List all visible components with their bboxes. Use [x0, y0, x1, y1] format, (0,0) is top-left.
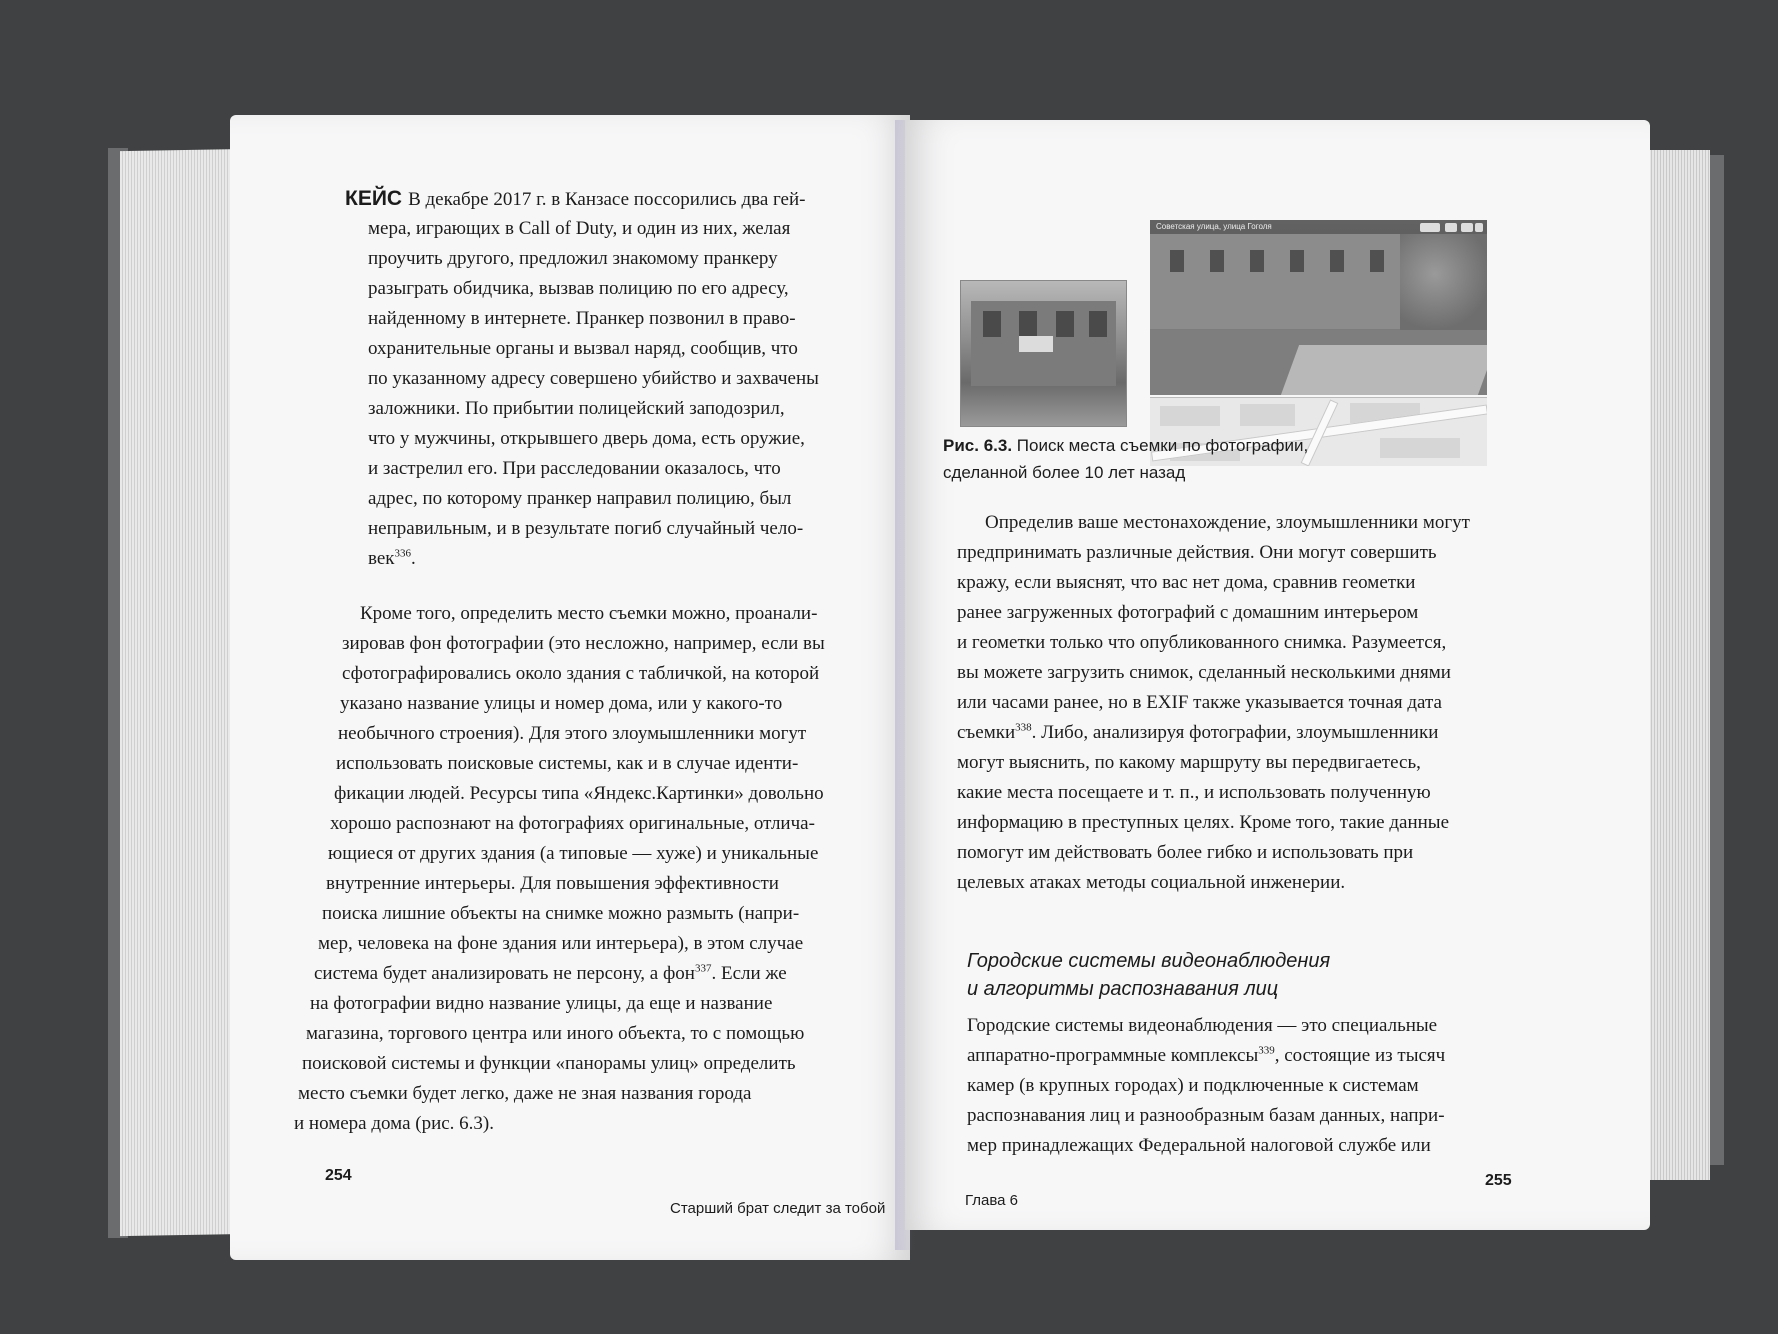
- caption-label: Рис. 6.3.: [943, 436, 1013, 455]
- figure-caption-line-2: сделанной более 10 лет назад: [943, 463, 1186, 482]
- body-line: использовать поисковые системы, как и в случае иденти-: [336, 753, 799, 774]
- facade: [1150, 234, 1400, 329]
- body-text: . Либо, анализируя фотографии, злоумышленники: [1031, 722, 1439, 743]
- running-title: Глава 6: [965, 1192, 1019, 1209]
- figure-photo-old: [960, 280, 1127, 427]
- left-page: [230, 115, 910, 1260]
- section-heading-line-1: Городские системы видеонаблюдения: [967, 950, 1331, 972]
- case-line: неправильным, и в результате погиб случайный чело-: [368, 518, 804, 539]
- page-number: 254: [325, 1167, 352, 1184]
- body-line: предпринимать различные действия. Они могут совершить: [957, 542, 1437, 563]
- body-line: целевых атаках методы социальной инженерии.: [957, 872, 1346, 893]
- body-line: внутренние интерьеры. Для повышения эффективности: [326, 873, 779, 894]
- body-line: камер (в крупных городах) и подключенные к системам: [967, 1075, 1419, 1096]
- body-line: поиска лишние объекты на снимке можно размыть (напри-: [322, 903, 800, 924]
- window: [1019, 311, 1037, 337]
- case-line: разыграть обидчика, вызвав полицию по его адресу,: [368, 278, 789, 299]
- body-line: фикации людей. Ресурсы типа «Яндекс.Картинки» довольно: [334, 783, 824, 804]
- window: [1290, 250, 1304, 272]
- case-label: КЕЙС: [345, 187, 403, 210]
- body-line: ющиеся от других здания (а типовые — хуже) и уникальные: [328, 843, 819, 864]
- case-last-punct: .: [411, 548, 416, 569]
- case-text: В декабре 2017 г. в Канзасе поссорились два гей-: [408, 189, 806, 210]
- caption-text: Поиск места съемки по фотографии,: [1016, 436, 1309, 455]
- case-line-last: [368, 548, 416, 570]
- body-line: зировав фон фотографии (это несложно, например, если вы: [342, 633, 825, 654]
- body-line: мер принадлежащих Федеральной налоговой службе или: [967, 1135, 1431, 1156]
- footnote-ref: 339: [1258, 1044, 1275, 1057]
- building-sign: [1019, 336, 1053, 352]
- panorama-expand-icon: [1445, 223, 1457, 232]
- body-line: кражу, если выяснят, что вас нет дома, сравнив геометки: [957, 572, 1416, 593]
- window: [1370, 250, 1384, 272]
- body-text: . Если же: [711, 963, 787, 984]
- body-line: Определив ваше местонахождение, злоумышленники могут: [985, 512, 1470, 533]
- running-title: Старший брат следит за тобой: [670, 1200, 886, 1217]
- body-line-footnote: [967, 1045, 1445, 1067]
- section-heading-line-2: и алгоритмы распознавания лиц: [967, 978, 1279, 1000]
- body-text: съемки: [957, 722, 1016, 743]
- body-text: система будет анализировать не персону, а фон: [314, 963, 695, 984]
- body-line: и номера дома (рис. 6.3).: [294, 1113, 495, 1134]
- case-line: что у мужчины, открывшего дверь дома, есть оружие,: [368, 428, 805, 449]
- body-line: могут выяснить, по какому маршруту вы передвигаетесь,: [957, 752, 1421, 773]
- window: [1170, 250, 1184, 272]
- panorama-street-label: Советская улица, улица Гоголя: [1156, 222, 1272, 231]
- map-block: [1160, 406, 1220, 426]
- window: [1210, 250, 1224, 272]
- sidewalk: [1281, 345, 1487, 395]
- body-line-fon: [314, 963, 787, 985]
- figure-caption-line-1: [943, 435, 1308, 457]
- case-line: мера, играющих в Call of Duty, и один из них, желая: [368, 218, 791, 239]
- case-line: заложники. По прибытии полицейский заподозрил,: [368, 398, 785, 419]
- body-line: ранее загруженных фотографий с домашним интерьером: [957, 602, 1419, 623]
- body-line: поисковой системы и функции «панорамы улиц» определить: [302, 1053, 796, 1074]
- page-number: 255: [1485, 1172, 1512, 1189]
- body-line: вы можете загрузить снимок, сделанный несколькими днями: [957, 662, 1451, 683]
- body-line: Кроме того, определить место съемки можно, проанали-: [360, 603, 818, 624]
- figure-street-panorama: [1150, 220, 1487, 395]
- body-line: какие места посещаете и т. п., и использовать полученную: [957, 782, 1431, 803]
- footnote-ref: 336: [394, 547, 412, 560]
- case-last-word: век: [368, 548, 395, 569]
- tree: [1400, 234, 1487, 334]
- right-page: [905, 120, 1650, 1230]
- case-line: и застрелил его. При расследовании оказалось, что: [368, 458, 781, 479]
- body-line-exif: [957, 722, 1438, 744]
- body-line: и геометки только что опубликованного снимка. Разумеется,: [957, 632, 1447, 653]
- case-line-1: [345, 188, 806, 211]
- body-line: место съемки будет легко, даже не зная названия города: [298, 1083, 752, 1104]
- body-text: , состоящие из тысяч: [1274, 1045, 1446, 1066]
- window: [1056, 311, 1074, 337]
- body-line: необычного строения). Для этого злоумышленники могут: [338, 723, 807, 744]
- map-block: [1240, 404, 1295, 426]
- panorama-year-button: [1420, 223, 1440, 232]
- body-line: сфотографировались около здания с табличкой, на которой: [342, 663, 820, 684]
- body-line: или часами ранее, но в EXIF также указывается точная дата: [957, 692, 1442, 713]
- body-line: распознавания лиц и разнообразным базам данных, напри-: [967, 1105, 1445, 1126]
- window: [1089, 311, 1107, 337]
- body-line: мер, человека на фоне здания или интерьера), в этом случае: [318, 933, 804, 954]
- panorama-settings-icon: [1461, 223, 1473, 232]
- panorama-toolbar: [1150, 220, 1487, 234]
- body-text: аппаратно-программные комплексы: [967, 1045, 1259, 1066]
- case-line: охранительные органы и вызвал наряд, сообщив, что: [368, 338, 798, 359]
- window: [1330, 250, 1344, 272]
- body-line: Городские системы видеонаблюдения — это специальные: [967, 1015, 1438, 1036]
- case-line: проучить другого, предложил знакомому пранкеру: [368, 248, 778, 269]
- body-line: магазина, торгового центра или иного объекта, то с помощью: [306, 1023, 805, 1044]
- body-line: помогут им действовать более гибко и использовать при: [957, 842, 1414, 863]
- map-block: [1380, 438, 1460, 458]
- panorama-close-icon: [1475, 223, 1483, 232]
- body-line: хорошо распознают на фотографиях оригинальные, отлича-: [330, 813, 815, 834]
- case-line: адрес, по которому пранкер направил полицию, был: [368, 488, 792, 509]
- footnote-ref: 337: [694, 962, 712, 975]
- body-line: указано название улицы и номер дома, или у какого-то: [340, 693, 783, 714]
- case-line: найденному в интернете. Пранкер позвонил в право-: [368, 308, 796, 329]
- window: [983, 311, 1001, 337]
- footnote-ref: 338: [1015, 721, 1032, 734]
- body-line: информацию в преступных целях. Кроме того, такие данные: [957, 812, 1449, 833]
- page-edges-right: [1640, 150, 1710, 1180]
- window: [1250, 250, 1264, 272]
- body-line: на фотографии видно название улицы, да еще и название: [310, 993, 773, 1014]
- case-line: по указанному адресу совершено убийство и захвачены: [368, 368, 819, 389]
